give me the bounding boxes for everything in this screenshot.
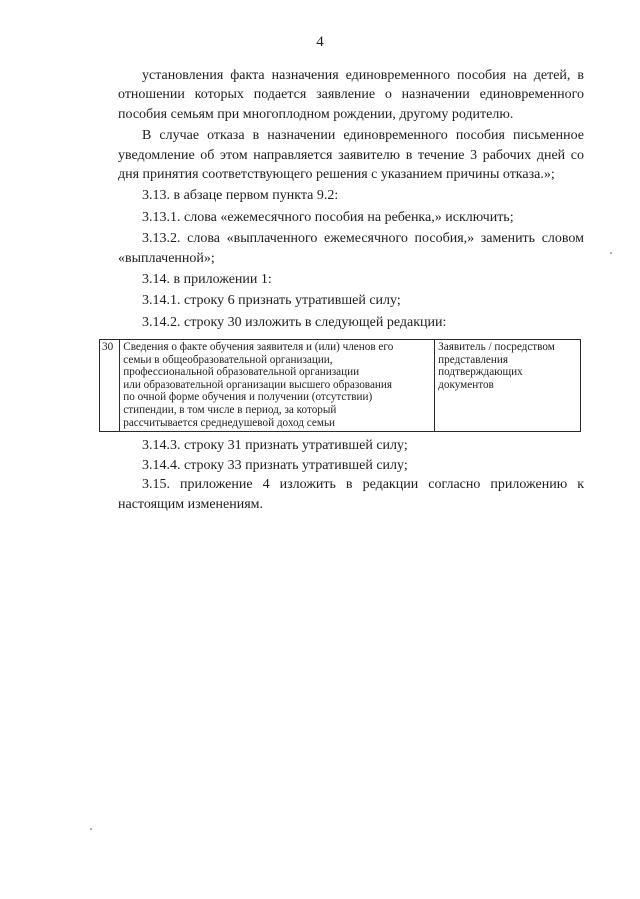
provider-line: документов — [438, 378, 494, 391]
amendment-text-bottom — [118, 436, 584, 514]
provider-line: Заявитель / посредством — [438, 341, 555, 353]
row-provider-cell — [435, 340, 581, 432]
clause-3-15: 3.15. приложение 4 изложить в редакции согласно приложению к настоящим изменениям. — [118, 477, 584, 512]
clause-3-13-2: 3.13.2. слова «выплаченного ежемесячного пособия,» заменить словом «выплаченной»; — [118, 231, 584, 266]
description-line: по очной форме обучения и получении (отсутствии) — [123, 391, 373, 404]
table-row — [100, 340, 581, 432]
page-number: 4 — [316, 34, 324, 50]
provider-line: подтверждающих — [438, 366, 523, 379]
description-line: семьи в общеобразовательной организации, — [123, 353, 333, 366]
amendment-text-top — [118, 66, 584, 332]
clause-3-14-1: 3.14.1. строку 6 признать утратившей силу; — [142, 293, 401, 309]
description-line: или образовательной организации высшего образования — [123, 378, 393, 391]
description-line: рассчитывается среднедушевой доход семьи — [123, 416, 336, 429]
clause-3-14: 3.14. в приложении 1: — [142, 272, 272, 288]
clause-3-14-4: 3.14.4. строку 33 признать утратившей силу; — [142, 457, 408, 473]
row-number-cell: 30 — [100, 340, 120, 432]
provider-line: представления — [438, 353, 509, 366]
row-description-cell — [120, 340, 435, 432]
paragraph-continuation: установления факта назначения единовременного пособия на детей, в отношении которых подается заявление о назначении единовременного пособия семьям при многоплодном рождении, другому родителю. — [118, 68, 584, 122]
clause-3-13-1: 3.13.1. слова «ежемесячного пособия на ребенка,» исключить; — [142, 209, 514, 225]
description-line: Сведения о факте обучения заявителя и (или) членов его — [123, 341, 394, 353]
clause-3-13: 3.13. в абзаце первом пункта 9.2: — [142, 188, 339, 204]
clause-3-14-2: 3.14.2. строку 30 изложить в следующей редакции: — [142, 314, 447, 330]
description-line: стипендии, в том числе в период, за который — [123, 403, 337, 416]
paragraph-refusal-notice: В случае отказа в назначении единовременного пособия письменное уведомление об этом направляется заявителю в течение 3 рабочих дней со дня принятия соответствующего решения с указанием причины отказа.»; — [118, 128, 584, 183]
amended-row-table — [99, 339, 581, 432]
scan-speck — [90, 828, 92, 830]
description-line: профессиональной образовательной организации — [123, 366, 360, 379]
clause-3-14-3: 3.14.3. строку 31 признать утратившей силу; — [142, 438, 408, 453]
scan-speck — [610, 252, 612, 254]
